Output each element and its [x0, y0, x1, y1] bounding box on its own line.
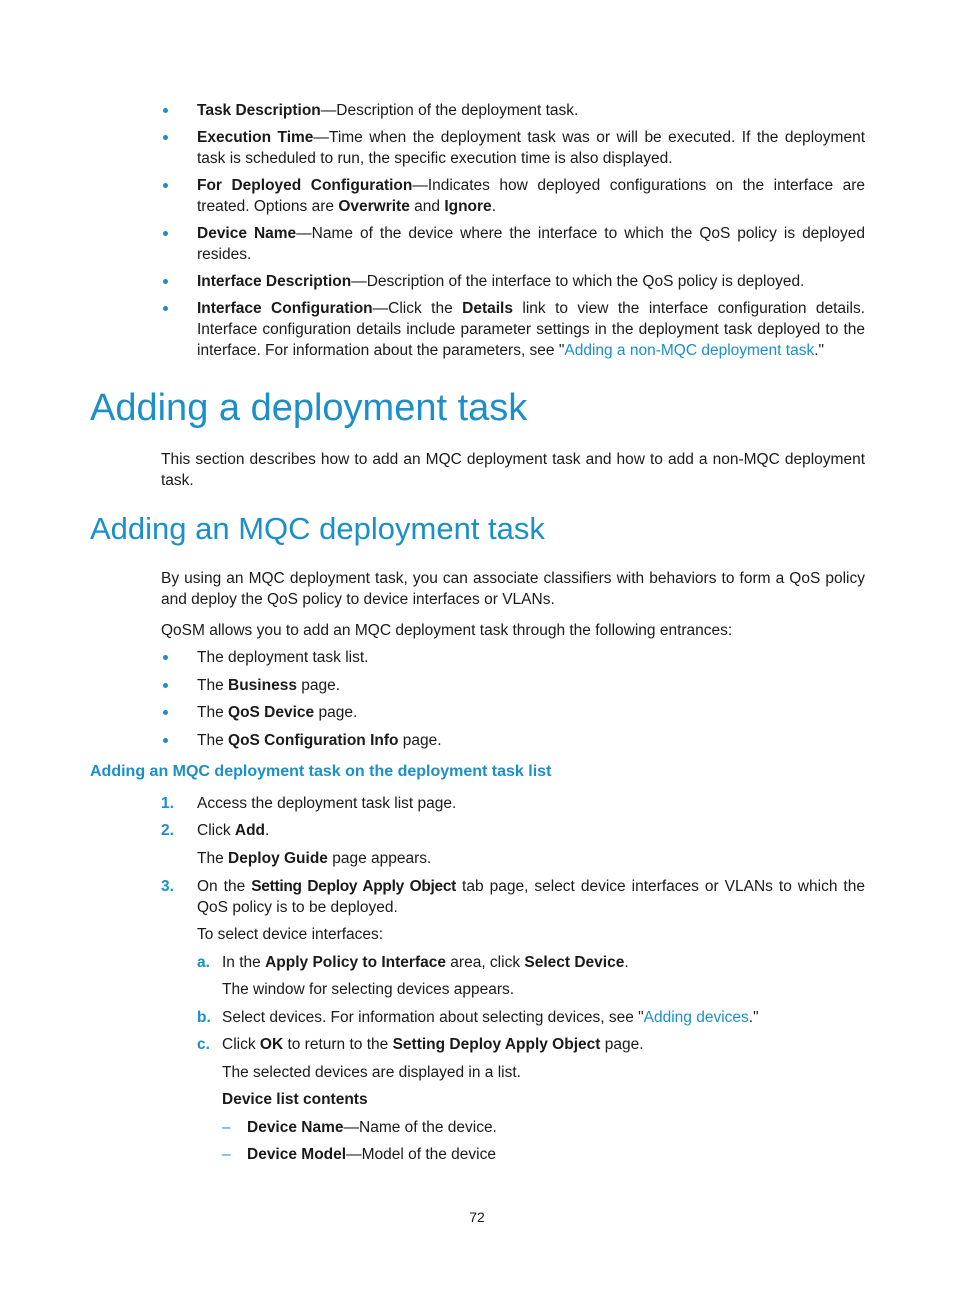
- page-name: Setting Deploy Apply Object: [392, 1036, 601, 1053]
- tab-name: Setting Deploy Apply Object: [251, 878, 457, 895]
- text-fragment: .: [491, 198, 496, 215]
- term: Execution Time: [197, 129, 314, 146]
- text-fragment: .": [814, 342, 825, 359]
- bullet-icon: [163, 655, 168, 660]
- step-2: [161, 820, 865, 841]
- list-item: [222, 1144, 862, 1165]
- term: Interface Configuration: [197, 300, 373, 317]
- step-note: To select device interfaces:: [197, 926, 384, 943]
- page-name: QoS Device: [228, 704, 315, 721]
- term: Task Description: [197, 102, 321, 119]
- step-1: [161, 793, 865, 814]
- dash-marker: –: [222, 1119, 231, 1136]
- list-item: [161, 100, 865, 121]
- step-text: [197, 820, 865, 841]
- text-fragment: The deployment task list.: [197, 649, 369, 666]
- page-name: Business: [228, 677, 297, 694]
- bullet-icon: [163, 738, 168, 743]
- text-fragment: The: [197, 704, 229, 721]
- bullet-icon: [163, 683, 168, 688]
- text-fragment: page.: [398, 732, 442, 749]
- item-text: [247, 1117, 862, 1138]
- text-fragment: Select devices. For information about selecting devices, see ": [222, 1009, 644, 1026]
- list-item: [161, 675, 865, 696]
- add-label: Add: [234, 822, 266, 839]
- option-overwrite: Overwrite: [338, 198, 410, 215]
- list-item: [222, 1117, 862, 1138]
- subsection-heading: Adding an MQC deployment task: [90, 511, 545, 546]
- list-item: [161, 647, 865, 668]
- text-fragment: .: [265, 822, 270, 839]
- text-fragment: The: [197, 677, 229, 694]
- term-description: —Description of the interface to which the QoS policy is deployed.: [351, 273, 805, 290]
- list-item: [161, 223, 865, 265]
- list-item: [161, 730, 865, 751]
- area-name: Apply Policy to Interface: [265, 954, 446, 971]
- term-description: —Click the: [372, 300, 463, 317]
- text-fragment: Click: [197, 822, 235, 839]
- term: Device Model: [247, 1146, 347, 1163]
- text-fragment: to return to the: [283, 1036, 393, 1053]
- device-list-heading: Device list contents: [222, 1091, 368, 1108]
- substep-a: [197, 952, 865, 973]
- text-fragment: tab page, select device interfaces or VLANs to which the QoS policy is to be deployed.: [197, 878, 865, 916]
- field-description-list: [161, 100, 865, 361]
- list-item: [161, 175, 865, 217]
- item-text: [247, 1144, 862, 1165]
- bullet-icon: [163, 183, 168, 188]
- text-fragment: link to view the interface configuration details. Interface configuration details include parameter settings in the deployment task deployed to the interface. For information about the parameters, see ": [197, 300, 865, 359]
- step-number: 3.: [161, 878, 174, 895]
- term: For Deployed Configuration: [197, 177, 413, 194]
- adding-devices-link[interactable]: Adding devices: [643, 1009, 749, 1026]
- text-fragment: The: [197, 850, 229, 867]
- term-description: —Indicates how deployed configurations on the interface are treated. Options are: [197, 177, 865, 215]
- text-fragment: .: [624, 954, 629, 971]
- term: Device Name: [247, 1119, 344, 1136]
- button-name: OK: [259, 1036, 284, 1053]
- paragraph: QoSM allows you to add an MQC deployment task through the following entrances:: [161, 622, 733, 639]
- text-fragment: page.: [314, 704, 358, 721]
- section-heading: Adding a deployment task: [90, 387, 528, 429]
- substep-c: [197, 1034, 865, 1055]
- term: Device Name: [197, 225, 297, 242]
- entrances-list: [161, 647, 865, 751]
- text-fragment: and: [409, 198, 445, 215]
- paragraph: By using an MQC deployment task, you can associate classifiers with behaviors to form a QoS policy and deploy the QoS policy to device interfaces or VLANs.: [161, 570, 865, 608]
- text-fragment: page appears.: [327, 850, 432, 867]
- substep-text: [222, 1034, 865, 1055]
- substep-letter: c.: [197, 1036, 210, 1053]
- bullet-icon: [163, 279, 168, 284]
- text-fragment: In the: [222, 954, 266, 971]
- list-item: [161, 702, 865, 723]
- page-name: QoS Configuration Info: [228, 732, 399, 749]
- page-number: 72: [469, 1209, 485, 1225]
- bullet-icon: [163, 108, 168, 113]
- non-mqc-task-link[interactable]: Adding a non-MQC deployment task: [564, 342, 815, 359]
- substep-note: The selected devices are displayed in a list.: [222, 1064, 521, 1081]
- text-fragment: On the: [197, 878, 252, 895]
- step-3: [161, 876, 865, 918]
- term-description: —Model of the device: [346, 1146, 496, 1163]
- text-fragment: Click: [222, 1036, 260, 1053]
- step-note: [197, 848, 865, 869]
- term-description: —Name of the device.: [343, 1119, 497, 1136]
- text-fragment: .": [748, 1009, 759, 1026]
- substep-letter: a.: [197, 954, 210, 971]
- term-description: —Time when the deployment task was or will be executed. If the deployment task is scheduled to run, the specific execution time is also displayed.: [197, 129, 865, 167]
- button-name: Select Device: [524, 954, 625, 971]
- procedure-heading: Adding an MQC deployment task on the deployment task list: [90, 763, 552, 780]
- text-fragment: page.: [600, 1036, 644, 1053]
- list-item: [161, 271, 865, 292]
- list-item: [161, 298, 865, 361]
- bullet-icon: [163, 306, 168, 311]
- text-fragment: area, click: [445, 954, 525, 971]
- term-description: —Description of the deployment task.: [320, 102, 579, 119]
- term: Interface Description: [197, 273, 352, 290]
- substep-b: [197, 1007, 865, 1028]
- substep-text: [222, 952, 865, 973]
- bullet-icon: [163, 135, 168, 140]
- step-text: Access the deployment task list page.: [197, 795, 457, 812]
- section-intro: This section describes how to add an MQC deployment task and how to add a non-MQC deployment task.: [161, 451, 865, 489]
- details-link-label: Details: [462, 300, 513, 317]
- step-text: [197, 876, 865, 918]
- list-item: [161, 127, 865, 169]
- substep-letter: b.: [197, 1009, 211, 1026]
- substep-note: The window for selecting devices appears.: [222, 981, 515, 998]
- option-ignore: Ignore: [444, 198, 492, 215]
- text-fragment: The: [197, 732, 229, 749]
- term-description: —Name of the device where the interface to which the QoS policy is deployed resides.: [197, 225, 865, 263]
- step-number: 2.: [161, 822, 174, 839]
- step-number: 1.: [161, 795, 174, 812]
- bullet-icon: [163, 710, 168, 715]
- page-name: Deploy Guide: [228, 850, 328, 867]
- bullet-icon: [163, 231, 168, 236]
- text-fragment: page.: [296, 677, 341, 694]
- dash-marker: –: [222, 1146, 231, 1163]
- substep-text: [222, 1007, 865, 1028]
